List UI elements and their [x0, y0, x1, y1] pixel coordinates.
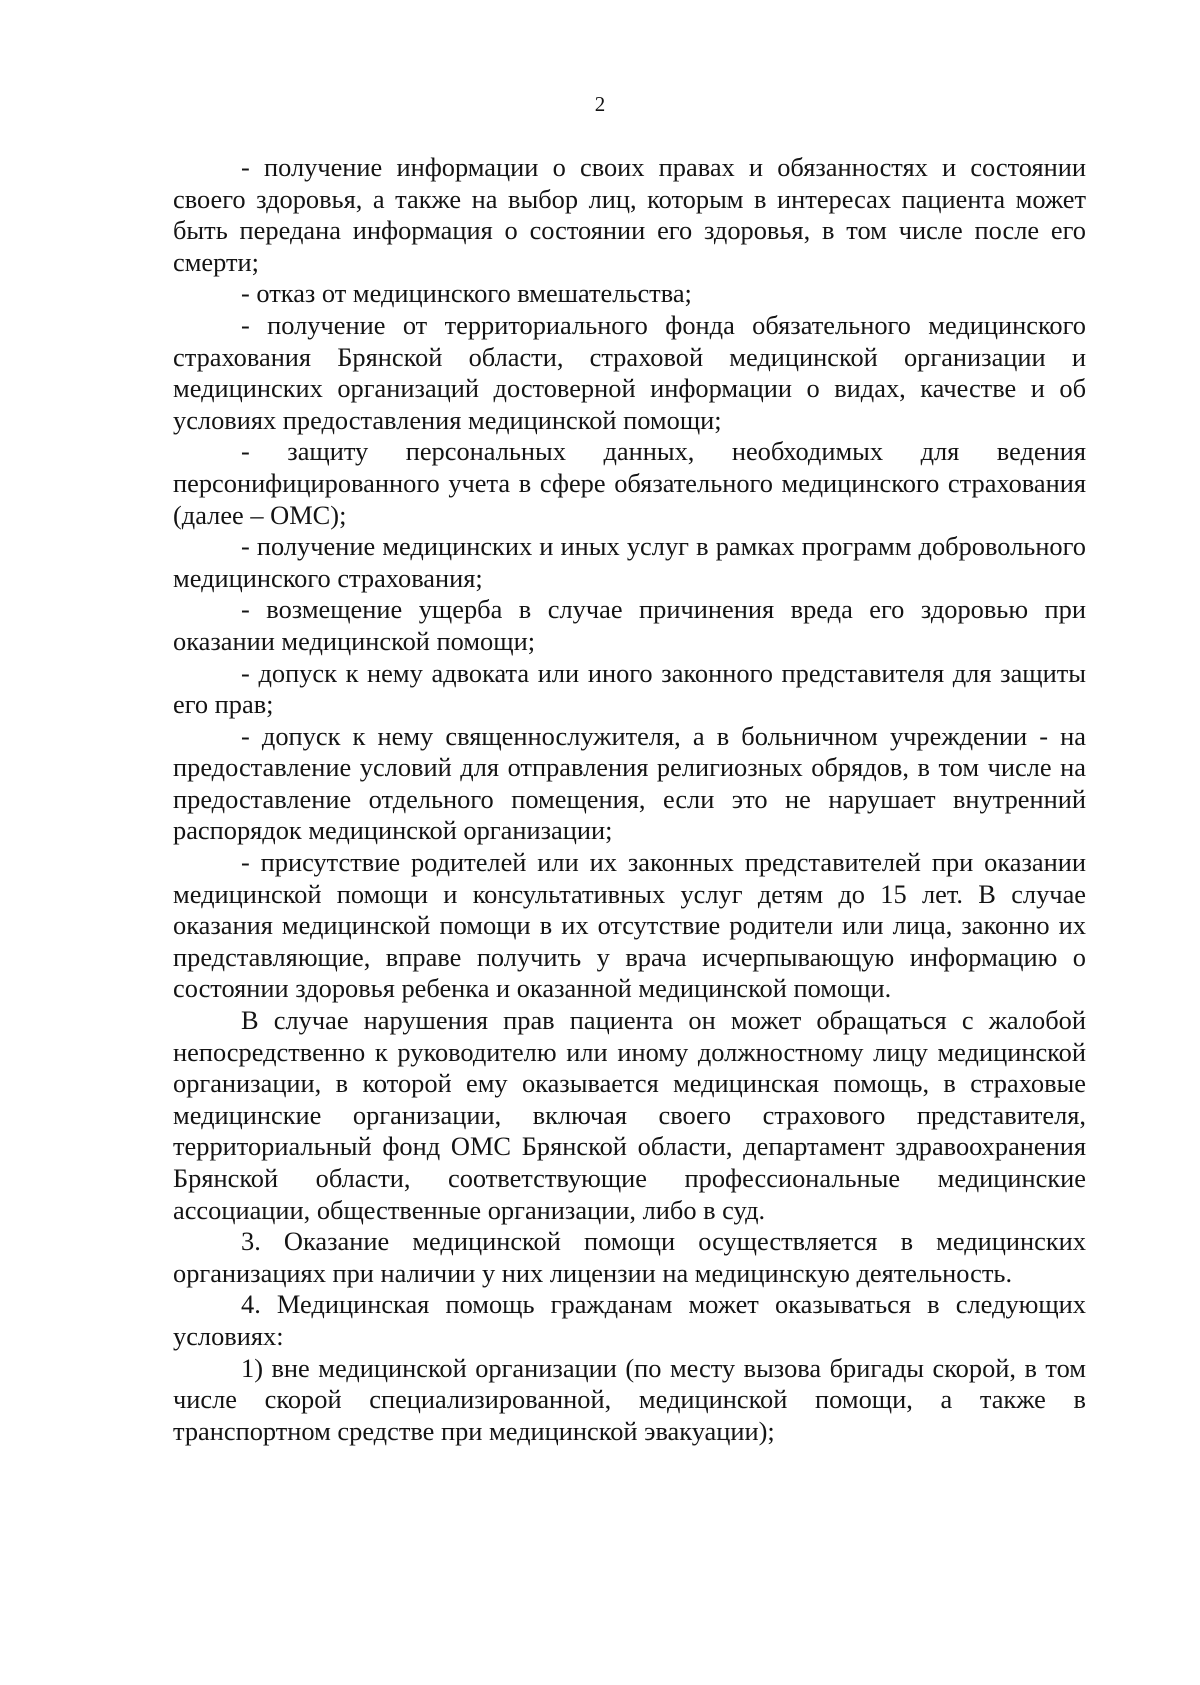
paragraph-voluntary-insurance: - получение медицинских и иных услуг в рамках программ добровольного медицинского страхования;: [173, 531, 1086, 593]
paragraph-complaints: В случае нарушения прав пациента он может обращаться с жалобой непосредственно к руководителю или иному должностному лицу медицинской организации, в которой ему оказывается медицинская помощь, в страховые медицинские организации, включая своего страхового представителя, территориальный фонд ОМС Брянской области, департамент здравоохранения Брянской области, соответствующие профессиональные медицинские ассоциации, общественные организации, либо в суд.: [173, 1005, 1086, 1225]
paragraph-conditions-intro: 4. Медицинская помощь гражданам может оказываться в следующих условиях:: [173, 1289, 1086, 1351]
paragraph-clergy-access: - допуск к нему священнослужителя, а в больничном учреждении - на предоставление условий для отправления религиозных обрядов, в том числе на предоставление отдельного помещения, если это не нарушает внутренний распорядок медицинской организации;: [173, 720, 1086, 846]
paragraph-parents-presence: - присутствие родителей или их законных представителей при оказании медицинской помощи и консультативных услуг детям до 15 лет. В случае оказания медицинской помощи в их отсутствие родители или лица, законно их представляющие, вправе получить у врача исчерпывающую информацию о состоянии здоровья ребенка и оказанной медицинской помощи.: [173, 847, 1086, 1004]
paragraph-right-to-information: - получение информации о своих правах и обязанностях и состоянии своего здоровья, а также на выбор лиц, которым в интересах пациента может быть передана информация о состоянии его здоровья, в том числе после его смерти;: [173, 152, 1086, 277]
paragraph-fund-information: - получение от территориального фонда обязательного медицинского страхования Брянской области, страховой медицинской организации и медицинских организаций достоверной информации о видах, качестве и об условиях предоставления медицинской помощи;: [173, 309, 1086, 435]
paragraph-refusal-of-intervention: - отказ от медицинского вмешательства;: [241, 278, 692, 309]
document-body: [173, 152, 1086, 1447]
paragraph-licensing: 3. Оказание медицинской помощи осуществляется в медицинских организациях при наличии у них лицензии на медицинскую деятельность.: [173, 1226, 1086, 1288]
paragraph-damage-compensation: - возмещение ущерба в случае причинения вреда его здоровью при оказании медицинской помощи;: [173, 594, 1086, 656]
page-number: 2: [594, 92, 606, 116]
paragraph-personal-data-protection: - защиту персональных данных, необходимых для ведения персонифицированного учета в сфере обязательного медицинского страхования (далее – ОМС);: [173, 436, 1086, 530]
paragraph-lawyer-access: - допуск к нему адвоката или иного законного представителя для защиты его прав;: [173, 657, 1086, 720]
paragraph-condition-outside-organization: 1) вне медицинской организации (по месту вызова бригады скорой, в том числе скорой специализированной, медицинской помощи, а также в транспортном средстве при медицинской эвакуации);: [173, 1352, 1086, 1446]
